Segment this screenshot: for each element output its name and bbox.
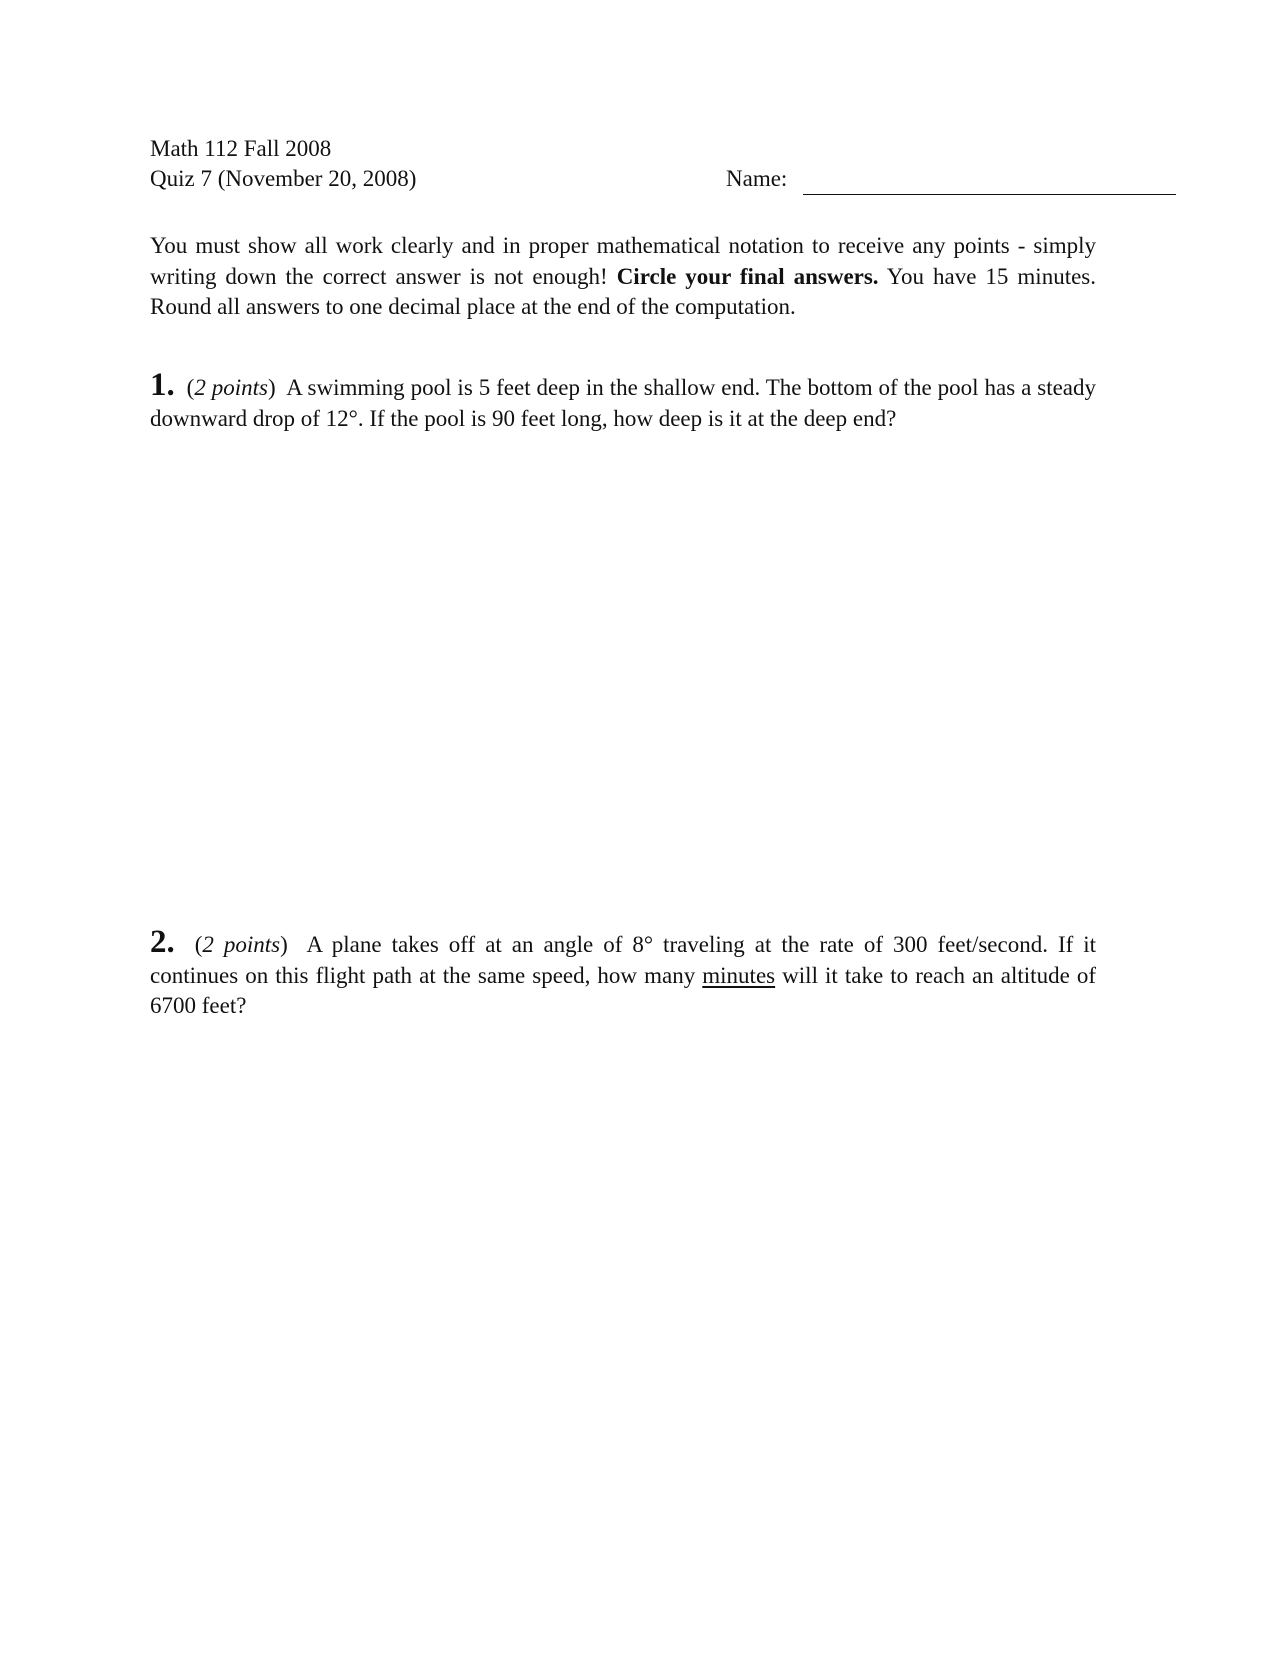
problem-2-text-after: will it take to reach an altitude of 6700 feet? bbox=[150, 962, 1097, 1018]
instructions-bold: Circle your final answers. bbox=[616, 263, 879, 289]
name-blank-line bbox=[803, 194, 1176, 195]
name-label: Name: bbox=[726, 166, 788, 191]
problem-1-points: 2 points bbox=[194, 375, 268, 400]
instructions-text-1: You must show all work clearly and in proper mathematical notation to receive any points - simply writing down the correct answer is not enough! bbox=[150, 233, 1096, 289]
problem-2: 2. (2 points) A plane takes off at an angle of 8° traveling at the rate of 300 feet/second. If it continues on this flight path at the same speed, how many minutes will it take to reach an altitude of 6700 feet? bbox=[150, 924, 1097, 1018]
problem-2-text-before: A plane takes off at an angle of 8° traveling at the rate of 300 feet/second. If it continues on this flight path at the same speed, how many bbox=[150, 932, 1097, 988]
course-title: Math 112 Fall 2008 bbox=[150, 136, 332, 161]
problem-1-number: 1. bbox=[150, 367, 175, 403]
header-left bbox=[150, 134, 416, 194]
problem-2-number: 2. bbox=[150, 924, 175, 960]
problem-1: 1. (2 points) A swimming pool is 5 feet deep in the shallow end. The bottom of the pool has a steady downward drop of 12°. If the pool is 90 feet long, how deep is it at the deep end? bbox=[150, 367, 1097, 431]
instructions bbox=[150, 231, 1096, 323]
problem-1-text: A swimming pool is 5 feet deep in the shallow end. The bottom of the pool has a steady downward drop of 12°. If the pool is 90 feet long, how deep is it at the deep end? bbox=[150, 375, 1097, 431]
problem-2-points: 2 points bbox=[202, 932, 281, 957]
problem-2-underlined: minutes bbox=[702, 962, 776, 988]
instructions-text-2: You have 15 minutes. Round all answers to one decimal place at the end of the computation. bbox=[150, 263, 1096, 319]
quiz-title: Quiz 7 (November 20, 2008) bbox=[150, 166, 417, 191]
